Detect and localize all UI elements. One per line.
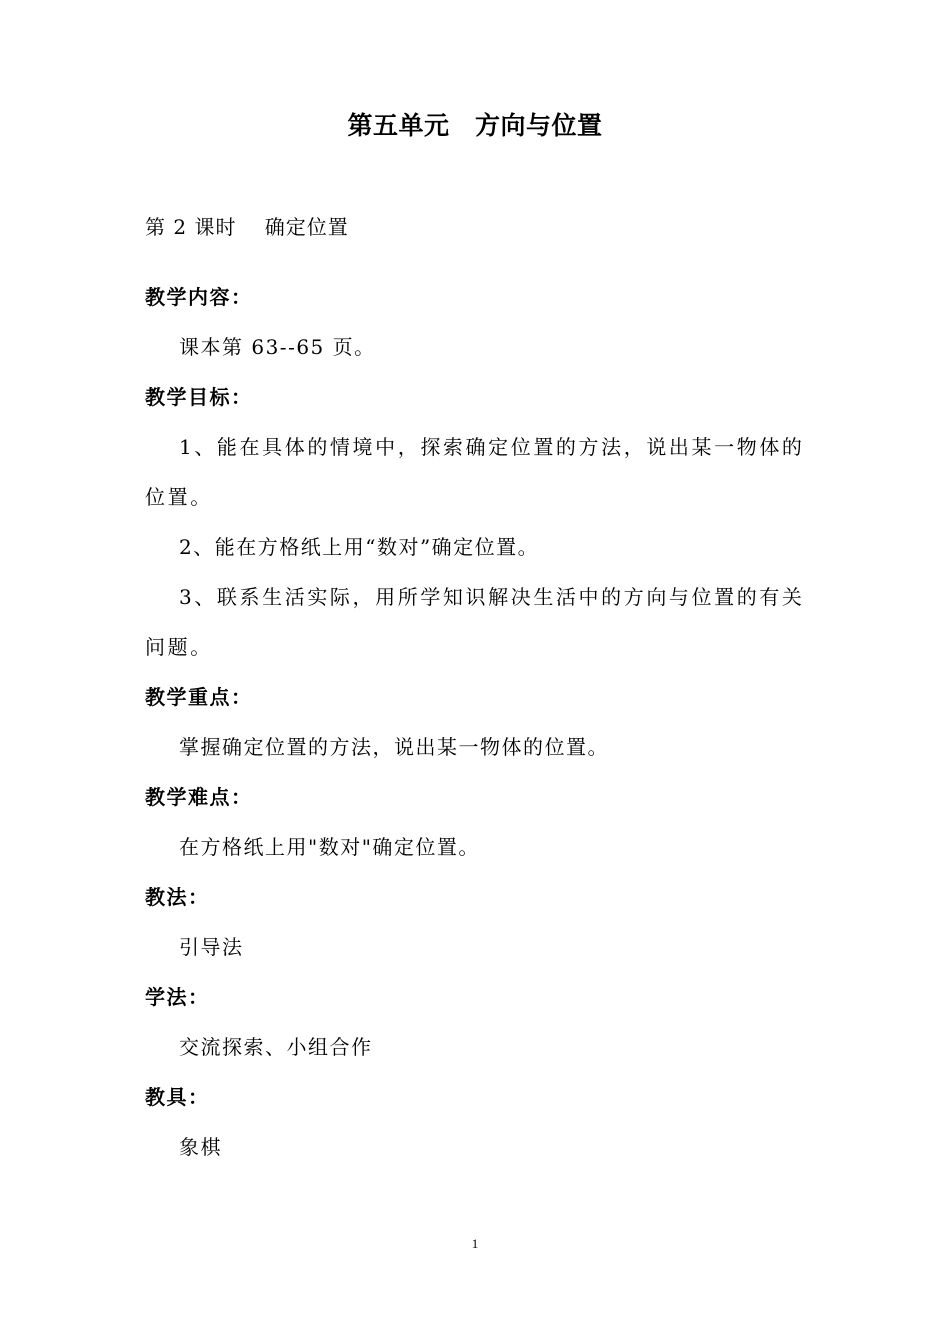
section-heading-key-points: 教学重点： — [145, 685, 253, 709]
page-title: 第五单元 方向与位置 — [347, 111, 603, 140]
section-heading-teaching-method: 教法： — [145, 885, 210, 909]
section-heading-difficulties: 教学难点： — [145, 785, 253, 809]
objective-item-1: 1、能在具体的情境中，探索确定位置的方法，说出某一物体的位置。 — [145, 435, 805, 509]
section-text-learning-method: 交流探索、小组合作 — [179, 1035, 373, 1059]
section-text-content: 课本第 63--65 页。 — [179, 335, 376, 359]
section-heading-tools: 教具： — [145, 1085, 210, 1109]
section-text-teaching-method: 引导法 — [179, 935, 244, 959]
section-heading-learning-method: 学法： — [145, 985, 210, 1009]
section-heading-objectives: 教学目标： — [145, 385, 253, 409]
objective-item-2: 2、能在方格纸上用“数对”确定位置。 — [179, 535, 540, 559]
lesson-title: 第 2 课时 确定位置 — [145, 215, 349, 239]
objective-item-3: 3、联系生活实际，用所学知识解决生活中的方向与位置的有关问题。 — [145, 585, 805, 659]
section-text-key-points: 掌握确定位置的方法，说出某一物体的位置。 — [179, 735, 609, 759]
page-number: 1 — [471, 1236, 479, 1251]
section-text-difficulties: 在方格纸上用"数对"确定位置。 — [179, 835, 480, 859]
document-body — [145, 202, 825, 1172]
section-heading-content: 教学内容： — [145, 285, 253, 309]
section-text-tools: 象棋 — [179, 1135, 222, 1159]
